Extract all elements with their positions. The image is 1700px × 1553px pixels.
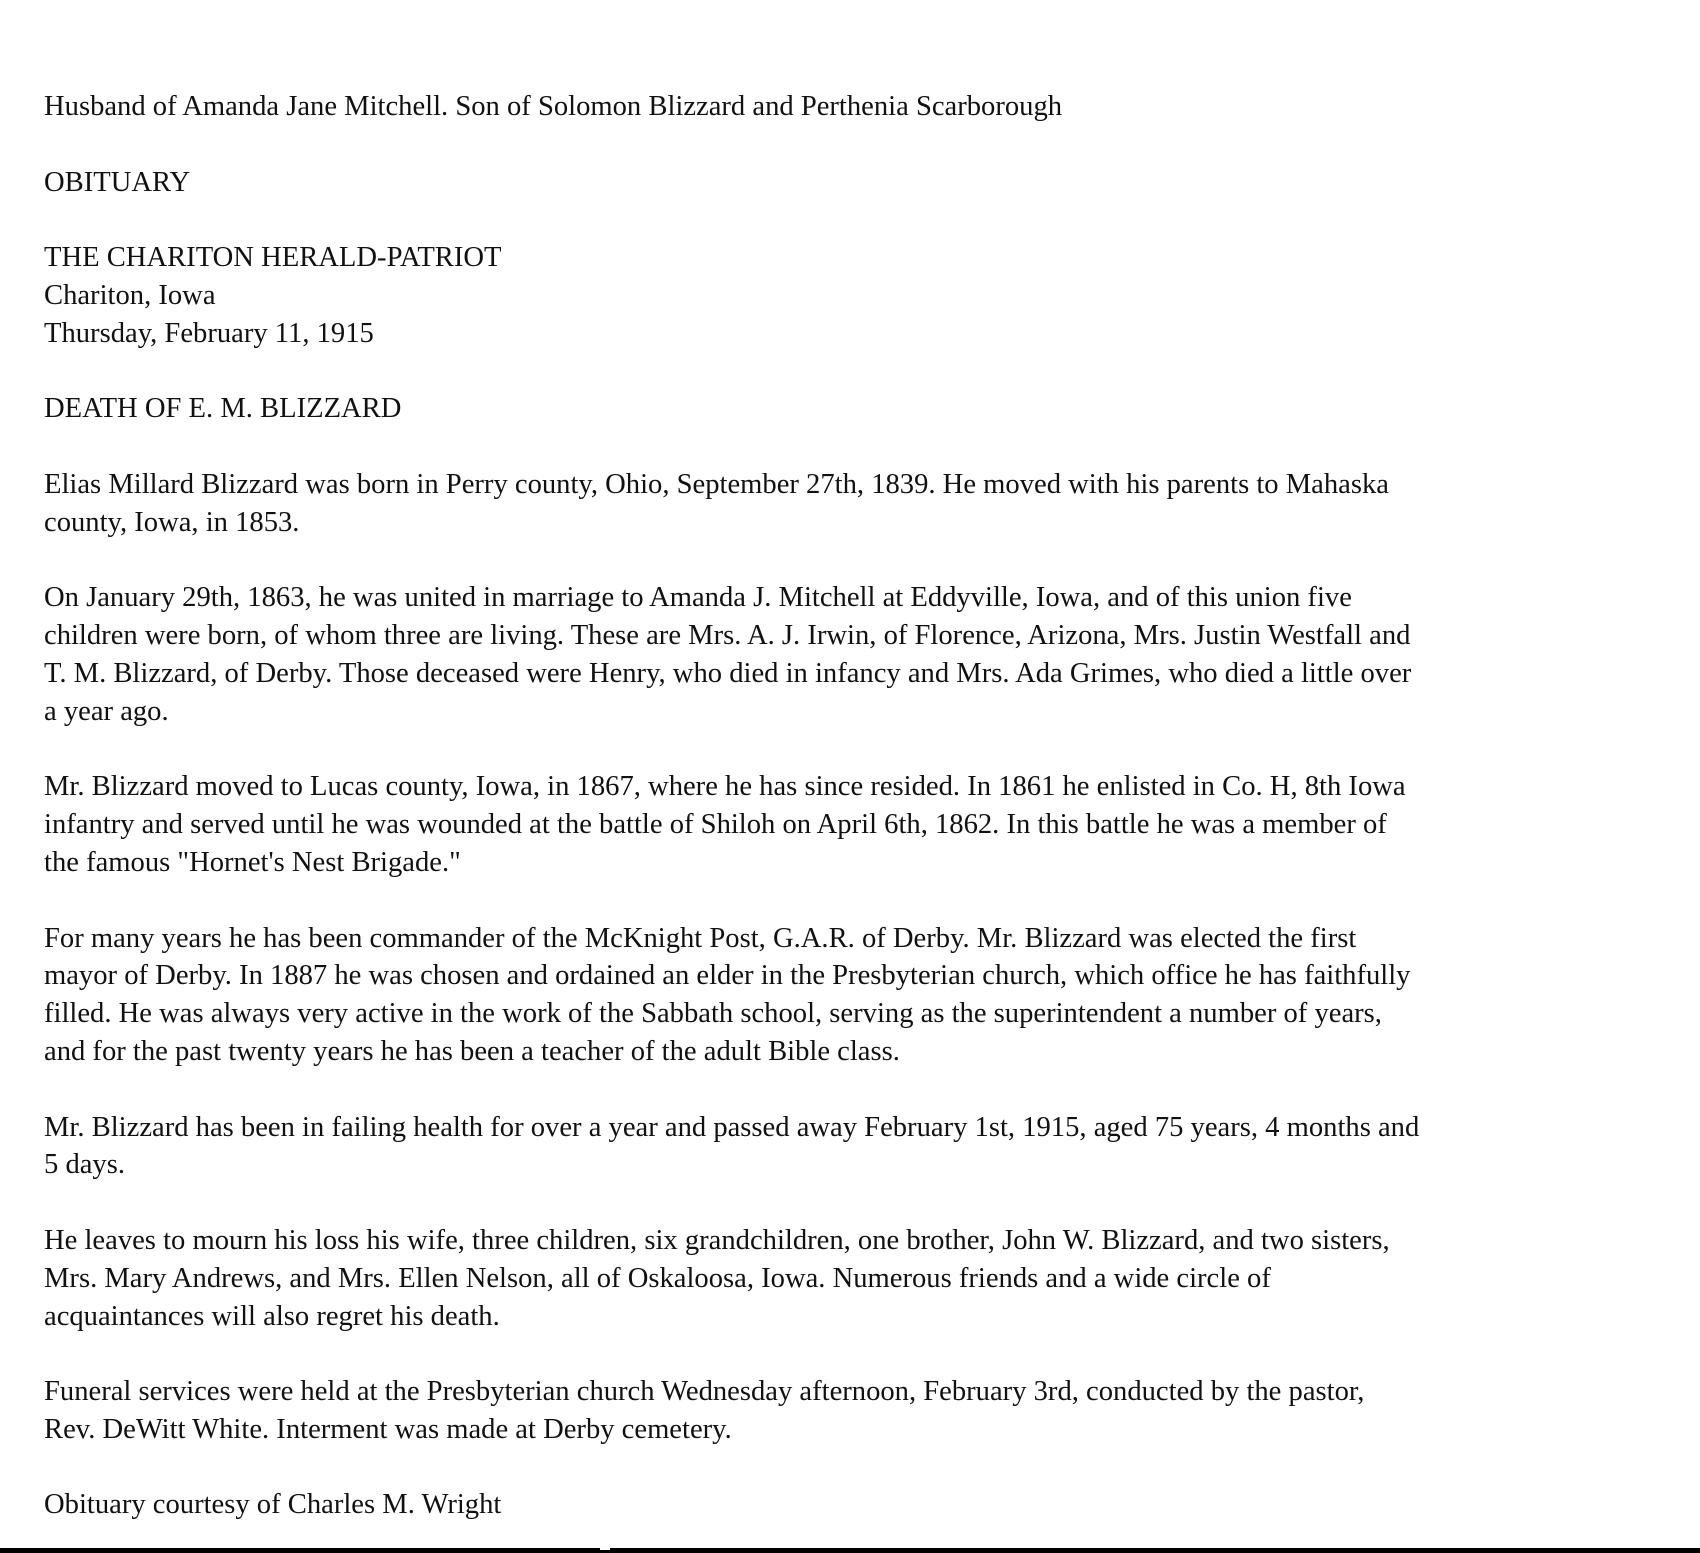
- paragraph-military: [44, 768, 1664, 881]
- paragraph-survivors: [44, 1222, 1664, 1335]
- paragraph-line: the famous "Hornet's Nest Brigade.": [44, 846, 461, 878]
- paragraph-line: Funeral services were held at the Presbyterian church Wednesday afternoon, February 3rd, conducted by the pastor,: [44, 1376, 1365, 1408]
- bottom-rule: [0, 1548, 1700, 1553]
- paragraph-line: 5 days.: [44, 1149, 126, 1181]
- relationship-text: Husband of Amanda Jane Mitchell. Son of Solomon Blizzard and Perthenia Scarborough: [44, 91, 1063, 122]
- paragraph-line: Mr. Blizzard moved to Lucas county, Iowa, in 1867, where he has since resided. In 1861 he enlisted in Co. H, 8th Iowa: [44, 771, 1406, 803]
- obituary-text: [44, 88, 1664, 1524]
- headline-text: DEATH OF E. M. BLIZZARD: [44, 393, 402, 425]
- newspaper-name: THE CHARITON HERALD-PATRIOT: [44, 242, 502, 274]
- section-label-text: OBITUARY: [44, 166, 191, 198]
- section-label: [44, 164, 1664, 202]
- paragraph-line: children were born, of whom three are living. These are Mrs. A. J. Irwin, of Florence, Arizona, Mrs. Justin Westfall and: [44, 620, 1411, 652]
- paragraph-death: [44, 1109, 1664, 1185]
- paragraph-line: infantry and served until he was wounded at the battle of Shiloh on April 6th, 1862. In this battle he was a member of: [44, 809, 1387, 841]
- paragraph-marriage: [44, 579, 1664, 730]
- relationship-line: [44, 88, 1664, 126]
- paragraph-line: and for the past twenty years he has been a teacher of the adult Bible class.: [44, 1035, 900, 1067]
- paragraph-line: county, Iowa, in 1853.: [44, 506, 300, 538]
- newspaper-date: Thursday, February 11, 1915: [44, 317, 374, 349]
- paragraph-funeral: [44, 1373, 1664, 1449]
- newspaper-location: Chariton, Iowa: [44, 279, 216, 311]
- paragraph-birth: [44, 466, 1664, 542]
- headline: [44, 390, 1664, 428]
- bottom-rule-gap: [600, 1548, 610, 1550]
- paragraph-civic: [44, 920, 1664, 1071]
- paragraph-line: Mr. Blizzard has been in failing health for over a year and passed away February 1st, 1915, aged 75 years, 4 months and: [44, 1111, 1420, 1143]
- paragraph-line: On January 29th, 1863, he was united in marriage to Amanda J. Mitchell at Eddyville, Iowa, and of this union five: [44, 582, 1352, 614]
- credit-line: [44, 1486, 1664, 1524]
- paragraph-line: a year ago.: [44, 695, 169, 727]
- credit-text: Obituary courtesy of Charles M. Wright: [44, 1489, 502, 1521]
- paragraph-line: He leaves to mourn his loss his wife, three children, six grandchildren, one brother, John W. Blizzard, and two sisters,: [44, 1224, 1390, 1256]
- paragraph-line: filled. He was always very active in the work of the Sabbath school, serving as the superintendent a number of years,: [44, 998, 1382, 1030]
- paragraph-line: mayor of Derby. In 1887 he was chosen and ordained an elder in the Presbyterian church, which office he has faithfully: [44, 960, 1411, 992]
- paragraph-line: Mrs. Mary Andrews, and Mrs. Ellen Nelson, all of Oskaloosa, Iowa. Numerous friends and a wide circle of: [44, 1262, 1271, 1294]
- paragraph-line: Rev. DeWitt White. Interment was made at Derby cemetery.: [44, 1413, 732, 1445]
- paragraph-line: T. M. Blizzard, of Derby. Those deceased were Henry, who died in infancy and Mrs. Ada Grimes, who died a little over: [44, 657, 1412, 689]
- paragraph-line: For many years he has been commander of the McKnight Post, G.A.R. of Derby. Mr. Blizzard was elected the first: [44, 922, 1357, 954]
- newspaper-block: [44, 239, 1664, 352]
- paragraph-line: acquaintances will also regret his death.: [44, 1300, 500, 1332]
- paragraph-line: Elias Millard Blizzard was born in Perry county, Ohio, September 27th, 1839. He moved with his parents to Mahaska: [44, 468, 1389, 500]
